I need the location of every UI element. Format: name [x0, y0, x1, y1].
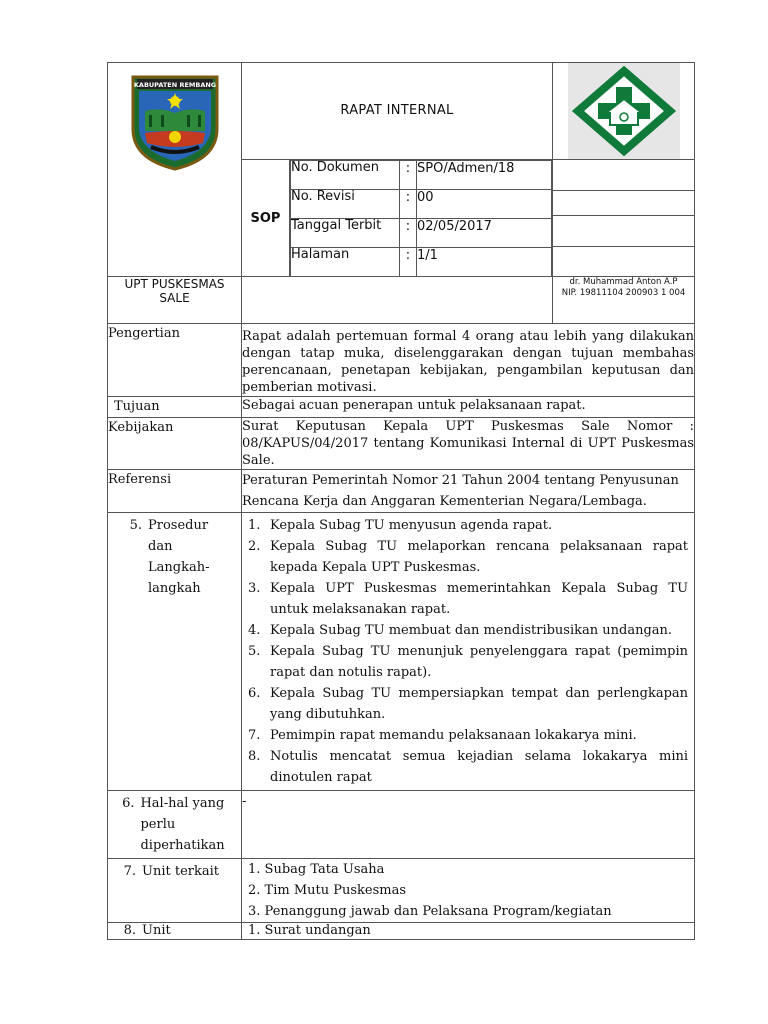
list-item: 2. Tim Mutu Puskesmas [248, 883, 407, 898]
list-item: 8. Notulis mencatat semua kejadian selama lokakarya mini dinotulen rapat [248, 749, 689, 785]
meta-row [291, 219, 552, 248]
unit-number: 8. [123, 923, 136, 938]
regency-logo-cell [108, 63, 242, 277]
pengertian-label: Pengertian [108, 324, 242, 397]
unit-list [242, 923, 695, 940]
blank-cell [242, 277, 553, 324]
list-item: 1. Surat undangan [248, 923, 371, 938]
kebijakan-text: Surat Keputusan Kepala UPT Puskesmas Sale Nomor : 08/KAPUS/04/2017 tentang Komunikasi Internal di UPT Puskesmas Sale. [242, 419, 695, 468]
meta-cell [290, 160, 553, 277]
meta-row [291, 248, 552, 277]
document-meta [290, 160, 552, 276]
list-item: 3. Penanggung jawab dan Pelaksana Program/kegiatan [248, 904, 612, 919]
regency-crest-icon [125, 71, 225, 171]
meta-colon: : [400, 161, 417, 190]
tujuan-text: Sebagai acuan penerapan untuk pelaksanaan rapat. [242, 397, 695, 418]
sop-label: SOP [242, 160, 290, 277]
list-item: 1. Kepala Subag TU menyusun agenda rapat. [248, 518, 553, 533]
prosedur-label: Prosedur dan Langkah-langkah [148, 518, 210, 596]
meta-label: No. Revisi [291, 190, 400, 219]
puskesmas-logo-cell [553, 63, 695, 160]
meta-label: Tanggal Terbit [291, 219, 400, 248]
unit-name: UPT PUSKESMAS SALE [108, 277, 242, 324]
kebijakan-label: Kebijakan [108, 418, 242, 470]
meta-value: 02/05/2017 [417, 219, 552, 248]
list-item: 3. Kepala UPT Puskesmas memerintahkan Kepala Subag TU untuk melaksanakan rapat. [248, 581, 689, 617]
meta-label: Halaman [291, 248, 400, 277]
pengertian-text: Rapat adalah pertemuan formal 4 orang atau lebih yang dilakukan dengan tatap muka, diselenggarakan dengan tujuan membahas perencanaan, penetapan kebijakan, pengambilan keputusan dan pemberian motivasi. [242, 324, 695, 397]
signatory-name: dr. Muhammad Anton A.P [569, 277, 678, 287]
puskesmas-logo-icon [568, 63, 680, 159]
list-item: 2. Kepala Subag TU melaporkan rencana pelaksanaan rapat kepada Kepala UPT Puskesmas. [248, 539, 689, 575]
hal-hal-label: Hal-hal yang perlu diperhatikan [140, 796, 225, 853]
meta-blank-cell [553, 160, 695, 277]
meta-label: No. Dokumen [291, 161, 400, 190]
unit-label-cell [108, 923, 242, 940]
prosedur-steps [242, 513, 694, 790]
list-item: 4. Kepala Subag TU membuat dan mendistribusikan undangan. [248, 623, 673, 638]
title-cell [242, 63, 553, 160]
meta-value: 1/1 [417, 248, 552, 277]
hal-hal-number: 6. [122, 796, 135, 811]
regency-label: KABUPATEN REMBANG [133, 81, 216, 89]
list-item: 1. Subag Tata Usaha [248, 862, 385, 877]
hal-hal-label-cell [108, 791, 242, 859]
sop-document-table [107, 62, 695, 940]
meta-row [291, 190, 552, 219]
referensi-text: Peraturan Pemerintah Nomor 21 Tahun 2004 tentang Penyusunan Rencana Kerja dan Anggaran Kementerian Negara/Lembaga. [242, 470, 695, 513]
prosedur-label-cell [108, 513, 242, 791]
prosedur-number: 5. [129, 518, 142, 533]
prosedur-steps-cell [242, 513, 695, 791]
tujuan-label: Tujuan [108, 397, 242, 418]
meta-row [291, 161, 552, 190]
list-item: 7. Pemimpin rapat memandu pelaksanaan lokakarya mini. [248, 728, 637, 743]
list-item: 6. Kepala Subag TU mempersiapkan tempat dan perlengkapan yang dibutuhkan. [248, 686, 689, 722]
list-item: 5. Kepala Subag TU menunjuk penyelenggara rapat (pemimpin rapat dan notulis rapat). [248, 644, 689, 680]
unit-terkait-label: Unit terkait [142, 864, 219, 879]
meta-colon: : [400, 219, 417, 248]
signature-cell [553, 277, 695, 324]
hal-hal-text: - [242, 791, 695, 859]
referensi-label: Referensi [108, 470, 242, 513]
document-title: RAPAT INTERNAL [340, 103, 454, 118]
signatory-nip: NIP. 19811104 200903 1 004 [561, 288, 686, 298]
unit-terkait-number: 7. [123, 864, 136, 879]
unit-terkait-label-cell [108, 859, 242, 923]
meta-colon: : [400, 190, 417, 219]
meta-value: 00 [417, 190, 552, 219]
unit-label: Unit [142, 923, 171, 938]
unit-terkait-list [242, 859, 695, 923]
meta-value: SPO/Admen/18 [417, 161, 552, 190]
meta-colon: : [400, 248, 417, 277]
